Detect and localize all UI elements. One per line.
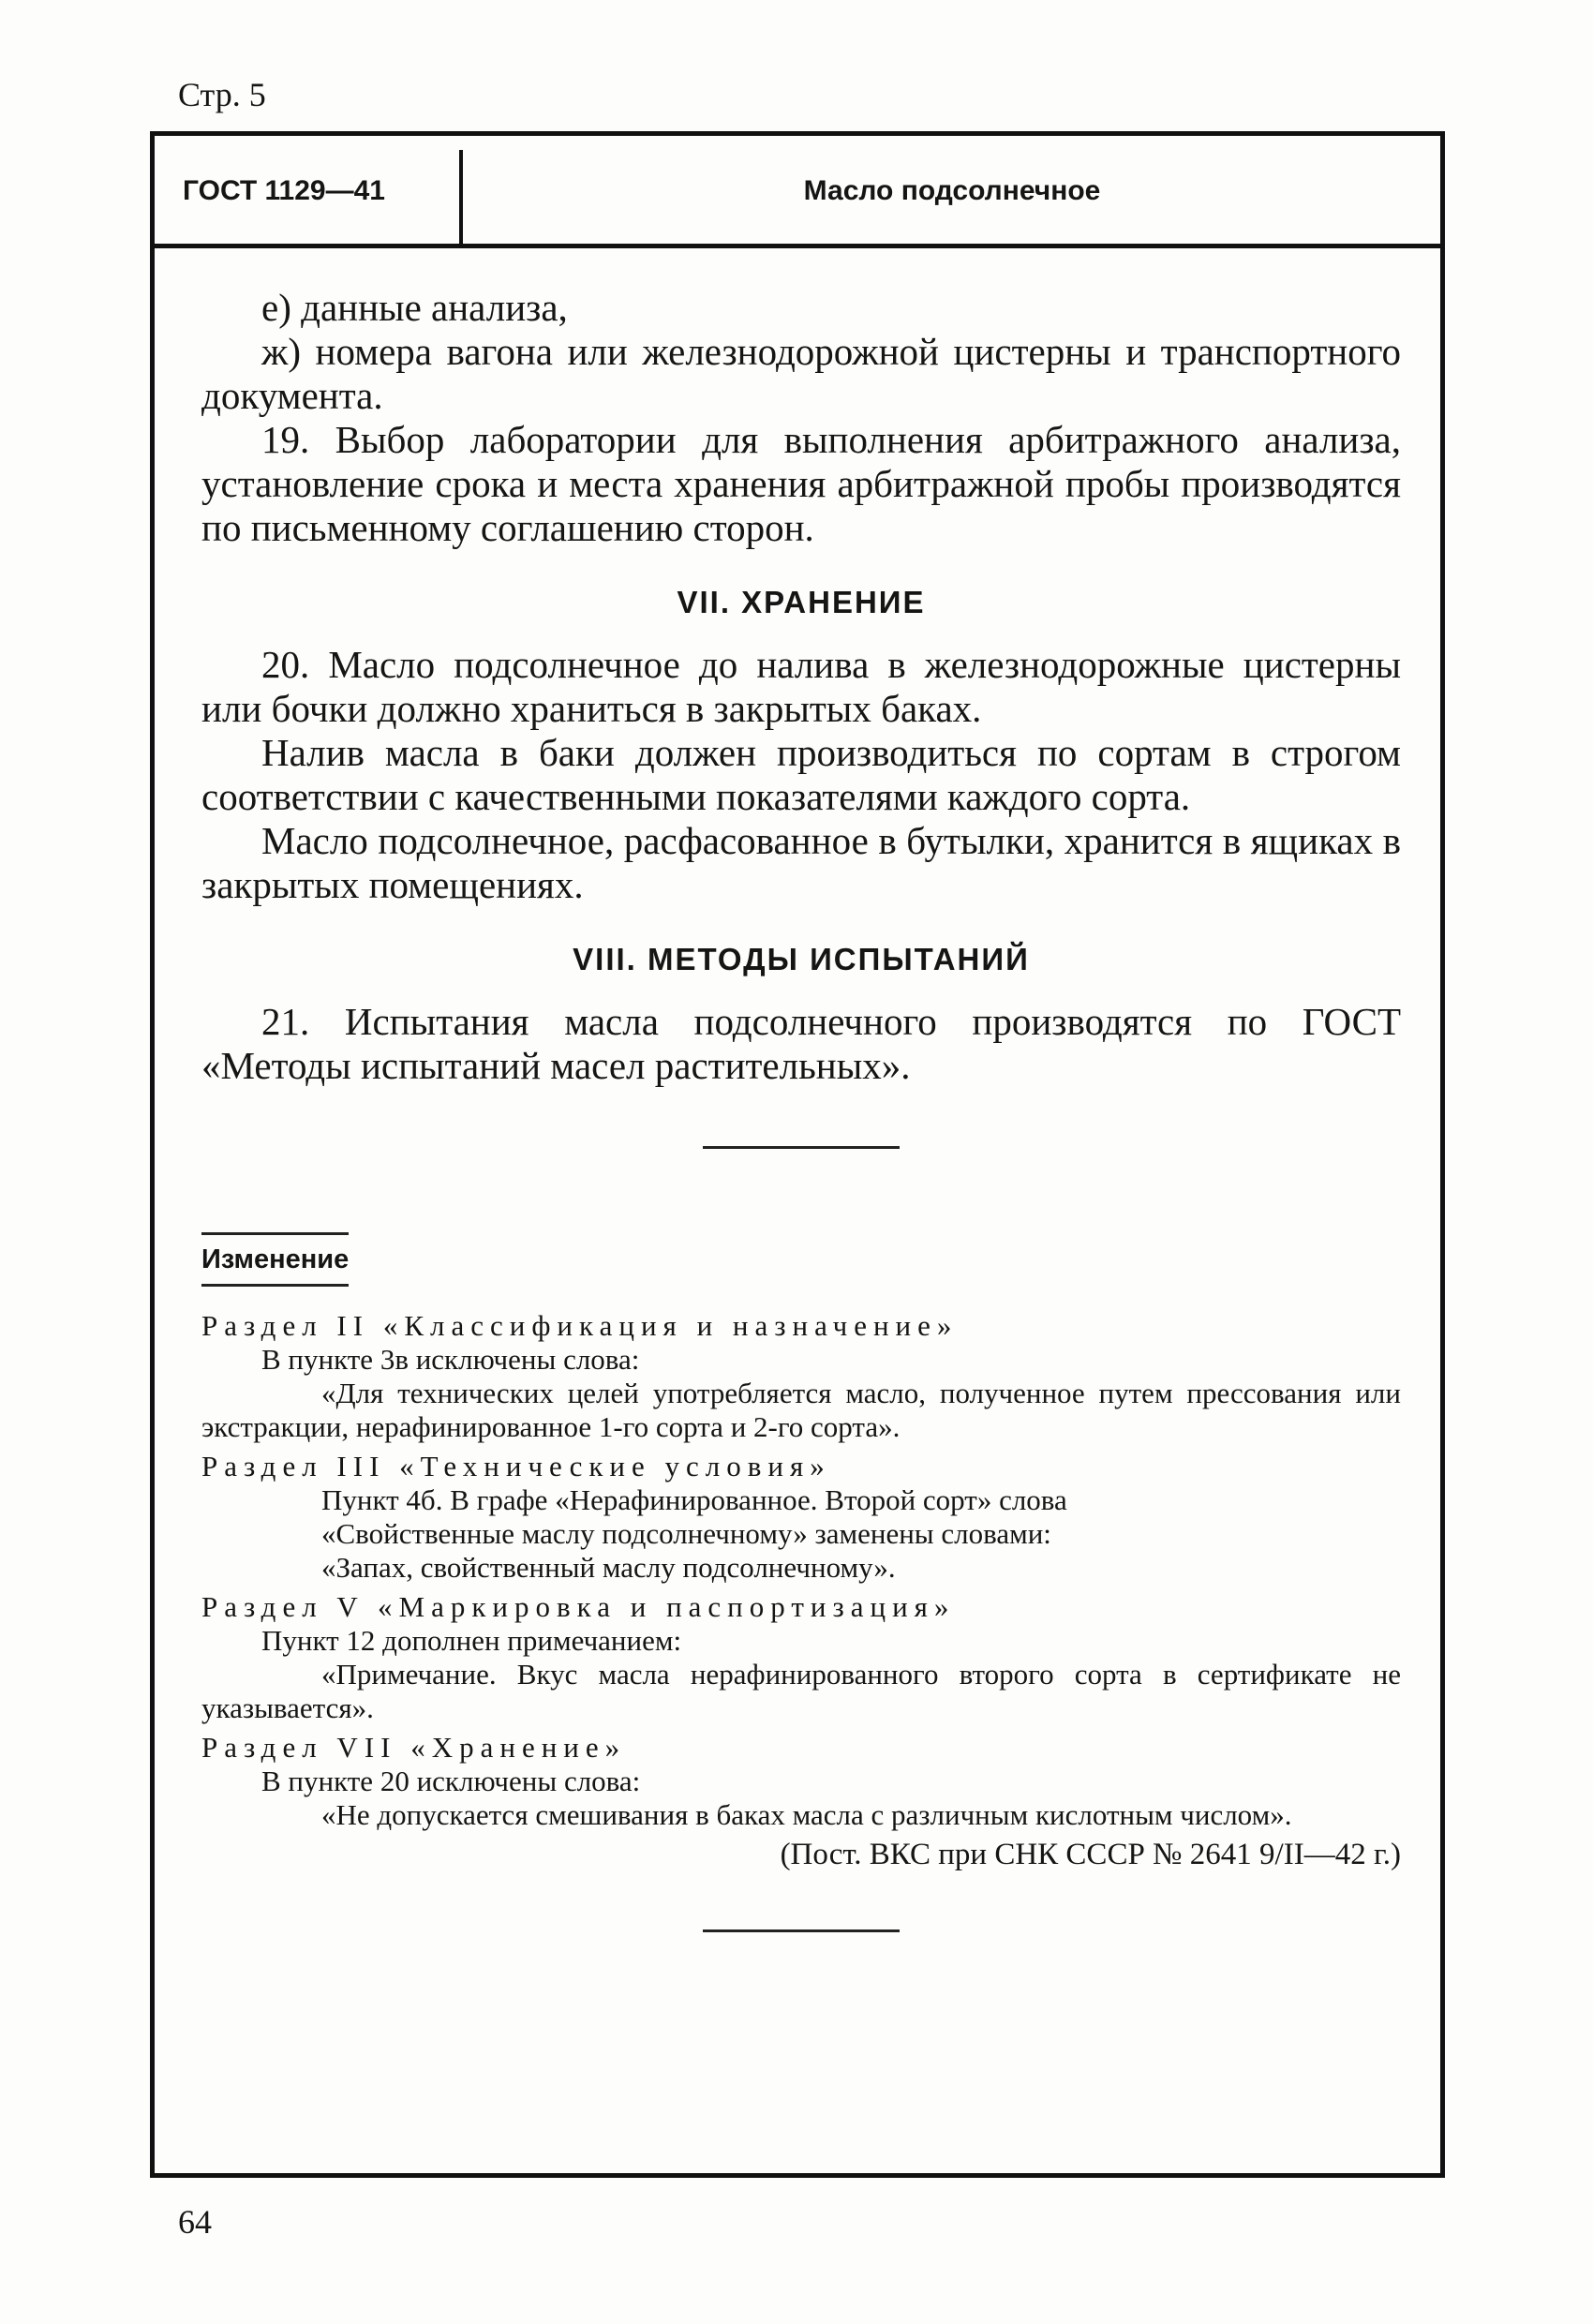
amendment-section-5: Раздел V «Маркировка и паспортизация» xyxy=(201,1590,956,1623)
page-frame xyxy=(150,131,1445,2178)
amendment-line: В пункте 3в исключены слова: xyxy=(261,1343,640,1376)
amendments-block xyxy=(201,1232,1401,1932)
standard-code: ГОСТ 1129—41 xyxy=(183,175,385,206)
header-divider xyxy=(459,150,463,246)
amendment-line: «Запах, свойственный маслу подсолнечному». xyxy=(321,1551,896,1584)
amendment-quote: «Примечание. Вкус масла нерафинированного второго сорта в сертификате не указывается». xyxy=(201,1658,1401,1724)
paragraph-e: е) данные анализа, xyxy=(261,286,568,329)
amendment-quote: «Не допускается смешивания в баках масла с различным кислотным числом». xyxy=(321,1798,1292,1831)
divider-rule xyxy=(703,1146,900,1149)
main-text xyxy=(201,286,1401,1149)
paragraph-19: 19. Выбор лаборатории для выполнения арбитражного анализа, установление срока и места хранения арбитражной пробы производятся по письменному соглашению сторон. xyxy=(201,418,1401,549)
section-heading-storage: VII. ХРАНЕНИЕ xyxy=(677,585,926,619)
amendment-source: (Пост. ВКС при СНК СССР № 2641 9/II—42 г.) xyxy=(780,1838,1401,1871)
paragraph-zh: ж) номера вагона или железнодорожной цистерны и транспортного документа. xyxy=(201,330,1401,417)
paragraph-21: 21. Испытания масла подсолнечного производятся по ГОСТ «Методы испытаний масел растительных». xyxy=(201,1000,1401,1087)
paragraph-20: 20. Масло подсолнечное до налива в железнодорожные цистерны или бочки должно храниться в закрытых баках. xyxy=(201,643,1401,730)
amendment-line: Пункт 12 дополнен примечанием: xyxy=(261,1624,682,1657)
amendment-section-3: Раздел III «Технические условия» xyxy=(201,1450,831,1482)
amendments-title: Изменение xyxy=(201,1232,349,1287)
amendment-quote: «Для технических целей употребляется масло, полученное путем прессования или экстракции, нерафинированное 1-го сорта и 2-го сорта». xyxy=(201,1377,1401,1443)
divider-rule xyxy=(703,1929,900,1932)
section-heading-methods: VIII. МЕТОДЫ ИСПЫТАНИЙ xyxy=(573,942,1030,976)
amendment-section-2: Раздел II «Классификация и назначение» xyxy=(201,1309,959,1342)
amendment-line: Пункт 4б. В графе «Нерафинированное. Второй сорт» слова xyxy=(321,1483,1067,1516)
amendment-line: В пункте 20 исключены слова: xyxy=(261,1765,641,1797)
paragraph-bottled: Масло подсолнечное, расфасованное в бутылки, хранится в ящиках в закрытых помещениях. xyxy=(201,819,1401,906)
page-number-bottom: 64 xyxy=(178,2203,212,2241)
amendment-section-7: Раздел VII «Хранение» xyxy=(201,1731,627,1764)
standard-title: Масло подсолнечное xyxy=(803,175,1101,206)
paragraph-filling: Налив масла в баки должен производиться по сортам в строгом соответствии с качественными показателями каждого сорта. xyxy=(201,731,1401,818)
amendment-line: «Свойственные маслу подсолнечному» заменены словами: xyxy=(321,1517,1051,1550)
page-number-top: Стр. 5 xyxy=(178,76,266,113)
